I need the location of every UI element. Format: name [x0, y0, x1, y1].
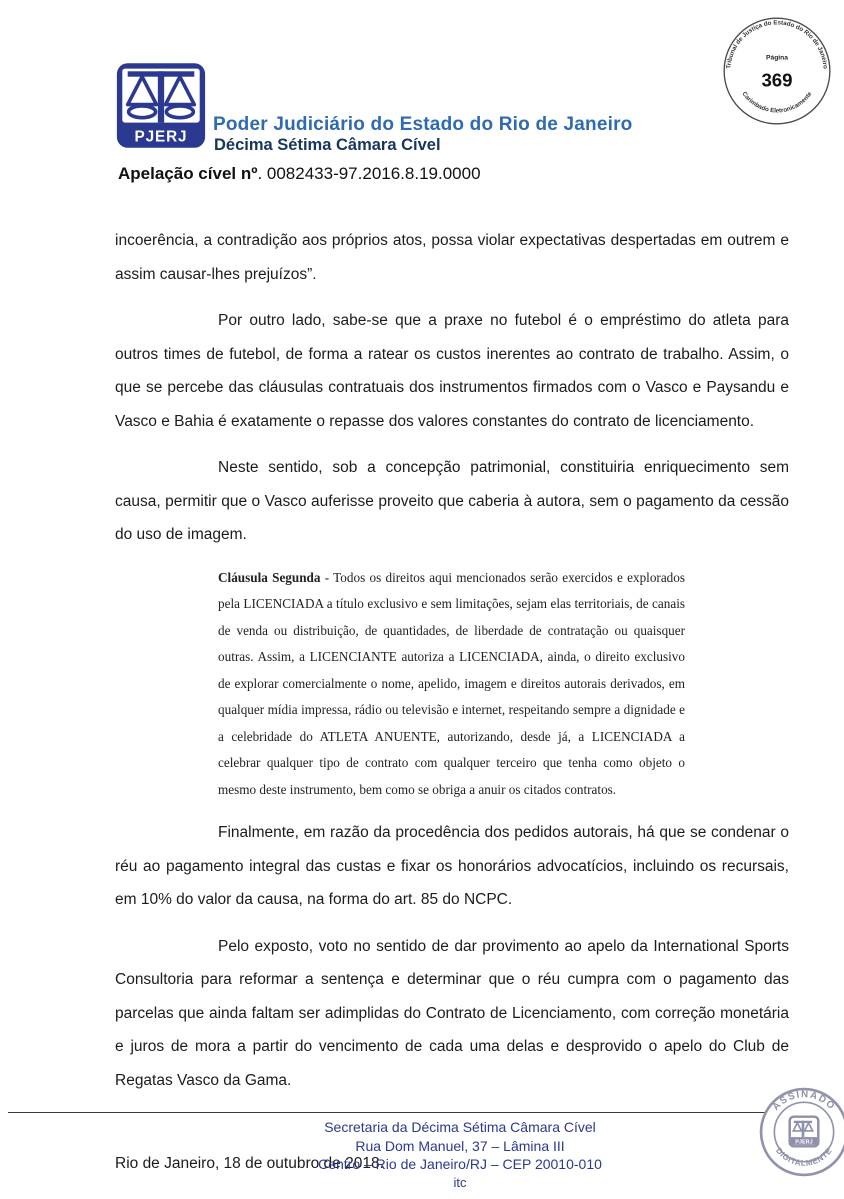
body-paragraph-1: incoerência, a contradição aos próprios atos, possa violar expectativas despertadas em outrem e assim causar-lhes prejuízos”.: [115, 232, 789, 283]
stamp-digitally-text: DIGITALMENTE: [774, 1146, 834, 1168]
footer-initials: itc: [453, 1174, 467, 1190]
chamber-name: Décima Sétima Câmara Cível: [214, 136, 441, 154]
stamp-page-number: 369: [761, 69, 793, 91]
dateline: Rio de Janeiro, 18 de outubro de 2018.: [115, 1155, 384, 1172]
body-paragraph-4: Finalmente, em razão da procedência dos pedidos autorais, há que se condenar o réu ao pagamento integral das custas e fixar os honorários advocatícios, incluindo os recursais, em 10% do valor da causa, na forma do art. 85 do NCPC.: [115, 824, 789, 908]
case-label: Apelação cível nº: [118, 164, 258, 183]
electronic-page-stamp: [720, 14, 834, 128]
digital-signature-stamp: [758, 1086, 844, 1178]
stamp-page-label: Página: [765, 54, 789, 62]
footer: [120, 1118, 800, 1192]
mini-pjerj-logo-icon: [790, 1117, 819, 1147]
blockquote-clause: [218, 565, 685, 804]
body-paragraph-3: Neste sentido, sob a concepção patrimonial, constituiria enriquecimento sem causa, permitir que o Vasco auferisse proveito que caberia à autora, sem o pagamento da cessão do uso de imagem.: [115, 459, 789, 543]
footer-city-cep: Centro – Rio de Janeiro/RJ – CEP 20010-010: [318, 1156, 602, 1172]
stamp-ring-bottom-text: Carimbado Eletronicamente: [740, 90, 814, 115]
logo-acronym: PJERJ: [134, 128, 188, 146]
pjerj-logo: [116, 62, 206, 149]
mini-logo-acronym: PJERJ: [795, 1139, 813, 1146]
footer-address: Rua Dom Manuel, 37 – Lâmina III: [355, 1137, 565, 1154]
blockquote-text: - Todos os direitos aqui mencionados serão exercidos e explorados pela LICENCIADA a título exclusivo e sem limitações, sejam elas territoriais, de canais de venda ou distribuição, de quantidades, de liberdade de contratação ou quaisquer outras. Assim, a LICENCIANTE autoriza a LICENCIADA, ainda, o direito exclusivo de explorar comercialmente o nome, apelido, imagem e direitos autorais derivados, em qualquer mídia impressa, rádio ou televisão e internet, respeitando sempre a dignidade e a celebridade do ATLETA ANUENTE, autorizando, desde já, a LICENCIADA a celebrar qualquer tipo de contrato com qualquer terceiro que tenha como objeto o mesmo deste instrumento, bem como se obriga a anuir os citados contratos.: [218, 569, 685, 797]
case-number: . 0082433-97.2016.8.19.0000: [257, 164, 481, 183]
body-paragraph-5: Pelo exposto, voto no sentido de dar provimento ao apelo da International Sports Consultoria para reformar a sentença e determinar que o réu cumpra com o pagamento das parcelas que ainda faltam ser adimplidas do Contrato de Licenciamento, com correção monetária e juros de mora a partir do vencimento de cada uma delas e desprovido o apelo do Club de Regatas Vasco da Gama.: [115, 937, 789, 1089]
document-body: [0, 224, 844, 1194]
stamp-signed-text: ASSINADO: [770, 1089, 838, 1113]
footer-secretariat: Secretaria da Décima Sétima Câmara Cível: [324, 1119, 596, 1135]
case-number-line: [118, 164, 481, 184]
blockquote-lead: Cláusula Segunda: [218, 569, 321, 585]
stamp-ring-top-text: Tribunal de Justiça do Estado do Rio de Janeiro: [725, 19, 829, 70]
court-name: Poder Judiciário do Estado do Rio de Janeiro: [213, 114, 633, 135]
footer-divider: [8, 1112, 792, 1113]
body-paragraph-2: Por outro lado, sabe-se que a praxe no futebol é o empréstimo do atleta para outros times de futebol, de forma a ratear os custos inerentes ao contrato de trabalho. Assim, o que se percebe das cláusulas contratuais dos instrumentos firmados com o Vasco e Paysandu e Vasco e Bahia é exatamente o repasse dos valores constantes do contrato de licenciamento.: [115, 312, 789, 430]
